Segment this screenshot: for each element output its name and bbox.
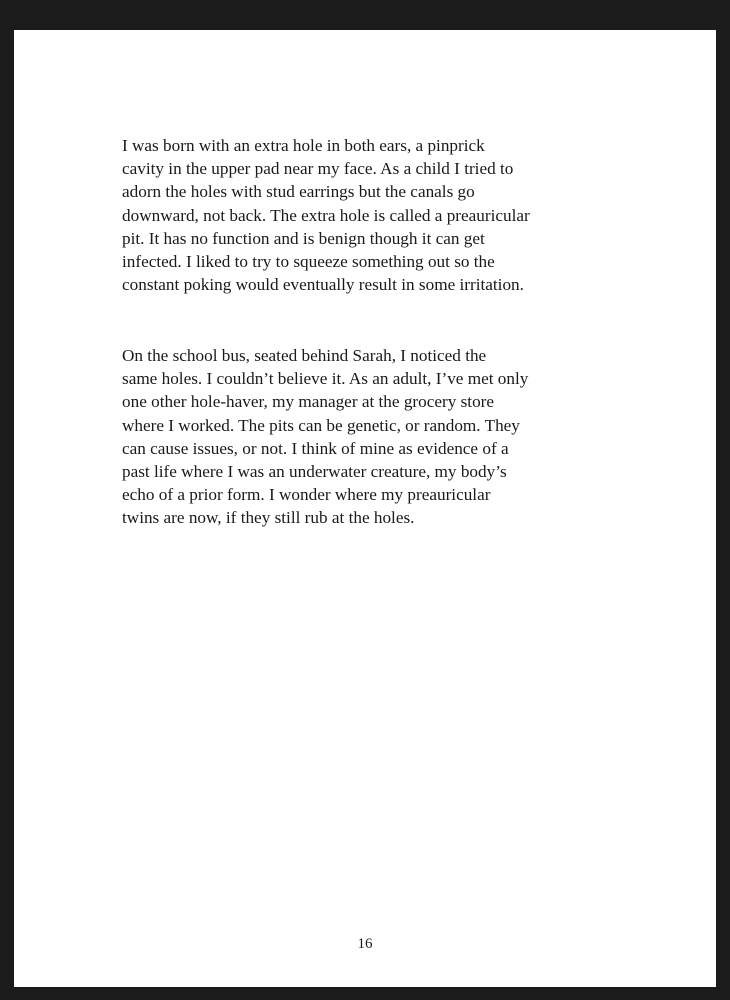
text-line: downward, not back. The extra hole is called a preauricular [122,205,530,225]
text-line: where I worked. The pits can be genetic, or random. They [122,415,520,435]
text-line: pit. It has no function and is benign though it can get [122,228,485,248]
page-number: 16 [357,936,373,952]
paragraph-preauricular-pit [122,134,622,296]
text-line: cavity in the upper pad near my face. As a child I tried to [122,159,514,179]
text-line: constant poking would eventually result in some irritation. [122,275,524,295]
text-line: infected. I liked to try to squeeze something out so the [122,252,495,272]
text-line: one other hole-haver, my manager at the grocery store [122,392,495,412]
text-line: can cause issues, or not. I think of mine as evidence of a [122,438,509,458]
text-line: adorn the holes with stud earrings but the canals go [122,182,475,202]
document-page [14,30,716,987]
text-line: twins are now, if they still rub at the holes. [122,508,415,528]
previous-page-edge [40,0,690,8]
text-line: same holes. I couldn’t believe it. As an adult, I’ve met only [122,369,529,389]
text-line: I was born with an extra hole in both ears, a pinprick [122,136,485,155]
paragraph-school-bus [122,344,622,530]
text-line: On the school bus, seated behind Sarah, I noticed the [122,346,487,365]
text-line: echo of a prior form. I wonder where my preauricular [122,485,491,505]
text-line: past life where I was an underwater creature, my body’s [122,462,507,482]
